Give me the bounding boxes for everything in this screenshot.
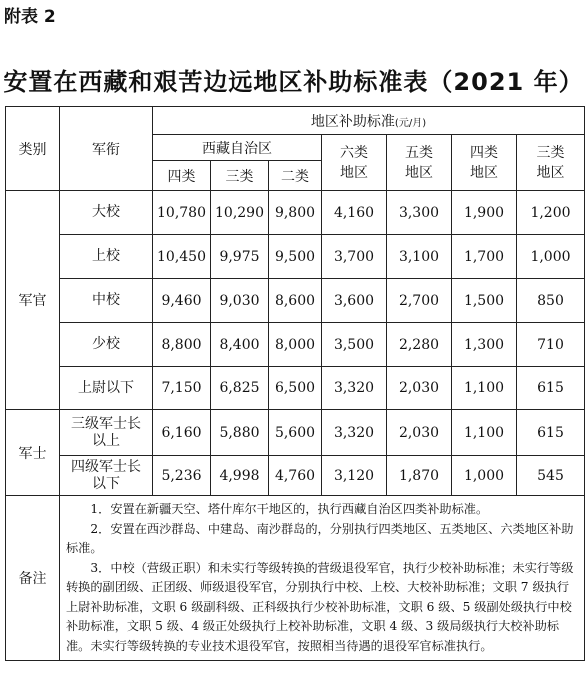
value-cell: 9,800 bbox=[269, 191, 322, 235]
value-cell: 2,030 bbox=[387, 410, 452, 456]
rank-cell: 上尉以下 bbox=[60, 367, 153, 410]
value-cell: 6,825 bbox=[211, 367, 269, 410]
header-category: 类别 bbox=[6, 107, 60, 191]
value-cell: 3,320 bbox=[322, 367, 387, 410]
value-cell: 3,700 bbox=[322, 235, 387, 279]
value-cell: 3,300 bbox=[387, 191, 452, 235]
header-tibet: 西藏自治区 bbox=[153, 135, 322, 161]
table-row bbox=[6, 191, 585, 235]
note-item: 3．中校（营级正职）和未实行等级转换的营级退役军官，执行少校补助标准；未实行等级转换的副团级、正团级、师级退役军官，分别执行中校、上校、大校补助标准；文职 7 级执行上尉补助标准，文职 6 级副科级、正科级执行少校补助标准，文职 6 级、5 级副处级执行中校补助标准，文职 5 级、4 级正处级执行上校补助标准，文职 4 级、3 级局级执行大校补助标准。未实行等级转换的专业技术退役军官，按照相当待遇的退役军官标准执行。 bbox=[66, 560, 574, 653]
value-cell: 850 bbox=[517, 279, 585, 323]
value-cell: 2,030 bbox=[387, 367, 452, 410]
header-tibet-class-3: 三类 bbox=[211, 161, 269, 191]
header-region-3: 三类 地区 bbox=[517, 135, 585, 191]
value-cell: 1,500 bbox=[452, 279, 517, 323]
value-cell: 8,000 bbox=[269, 323, 322, 367]
rank-cell: 上校 bbox=[60, 235, 153, 279]
value-cell: 9,975 bbox=[211, 235, 269, 279]
value-cell: 3,120 bbox=[322, 456, 387, 496]
value-cell: 1,100 bbox=[452, 410, 517, 456]
header-unit: (元/月) bbox=[394, 117, 427, 129]
value-cell: 8,800 bbox=[153, 323, 211, 367]
page-title: 安置在西藏和艰苦边远地区补助标准表（2021 年） bbox=[3, 68, 584, 96]
notes-label: 备注 bbox=[6, 496, 60, 661]
header-rank: 军衔 bbox=[60, 107, 153, 191]
header-region-6: 六类 地区 bbox=[322, 135, 387, 191]
value-cell: 9,460 bbox=[153, 279, 211, 323]
value-cell: 9,030 bbox=[211, 279, 269, 323]
value-cell: 10,290 bbox=[211, 191, 269, 235]
value-cell: 1,000 bbox=[452, 456, 517, 496]
rank-cell: 三级军士长 以上 bbox=[60, 410, 153, 456]
value-cell: 1,100 bbox=[452, 367, 517, 410]
value-cell: 3,100 bbox=[387, 235, 452, 279]
value-cell: 1,900 bbox=[452, 191, 517, 235]
value-cell: 2,700 bbox=[387, 279, 452, 323]
value-cell: 3,500 bbox=[322, 323, 387, 367]
value-cell: 1,000 bbox=[517, 235, 585, 279]
table-row bbox=[6, 456, 585, 496]
table-row bbox=[6, 279, 585, 323]
value-cell: 5,880 bbox=[211, 410, 269, 456]
value-cell: 7,150 bbox=[153, 367, 211, 410]
rank-cell: 中校 bbox=[60, 279, 153, 323]
subsidy-table bbox=[5, 106, 585, 661]
header-region-4: 四类 地区 bbox=[452, 135, 517, 191]
table-row bbox=[6, 410, 585, 456]
value-cell: 615 bbox=[517, 410, 585, 456]
rank-cell: 四级军士长 以下 bbox=[60, 456, 153, 496]
header-tibet-class-4: 四类 bbox=[153, 161, 211, 191]
value-cell: 8,600 bbox=[269, 279, 322, 323]
note-item: 1．安置在新疆天空、塔什库尔干地区的，执行西藏自治区四类补助标准。 bbox=[90, 502, 489, 516]
value-cell: 710 bbox=[517, 323, 585, 367]
header-standard bbox=[153, 107, 585, 135]
header-region-5: 五类 地区 bbox=[387, 135, 452, 191]
header-standard-label: 地区补助标准 bbox=[310, 113, 395, 130]
value-cell: 3,320 bbox=[322, 410, 387, 456]
value-cell: 4,160 bbox=[322, 191, 387, 235]
table-row bbox=[6, 367, 585, 410]
value-cell: 9,500 bbox=[269, 235, 322, 279]
value-cell: 5,600 bbox=[269, 410, 322, 456]
value-cell: 5,236 bbox=[153, 456, 211, 496]
value-cell: 615 bbox=[517, 367, 585, 410]
rank-cell: 少校 bbox=[60, 323, 153, 367]
table-row bbox=[6, 235, 585, 279]
notes-content bbox=[60, 496, 585, 661]
notes-row bbox=[6, 496, 585, 661]
value-cell: 10,450 bbox=[153, 235, 211, 279]
value-cell: 6,500 bbox=[269, 367, 322, 410]
rank-cell: 大校 bbox=[60, 191, 153, 235]
value-cell: 1,200 bbox=[517, 191, 585, 235]
value-cell: 545 bbox=[517, 456, 585, 496]
value-cell: 6,160 bbox=[153, 410, 211, 456]
header-tibet-class-2: 二类 bbox=[269, 161, 322, 191]
value-cell: 1,300 bbox=[452, 323, 517, 367]
value-cell: 1,870 bbox=[387, 456, 452, 496]
category-cell: 军官 bbox=[6, 191, 60, 410]
value-cell: 4,760 bbox=[269, 456, 322, 496]
value-cell: 3,600 bbox=[322, 279, 387, 323]
value-cell: 10,780 bbox=[153, 191, 211, 235]
value-cell: 2,280 bbox=[387, 323, 452, 367]
value-cell: 4,998 bbox=[211, 456, 269, 496]
note-item: 2．安置在西沙群岛、中建岛、南沙群岛的，分别执行四类地区、五类地区、六类地区补助标准。 bbox=[66, 521, 574, 555]
value-cell: 8,400 bbox=[211, 323, 269, 367]
category-cell: 军士 bbox=[6, 410, 60, 496]
table-row bbox=[6, 323, 585, 367]
attachment-label: 附表 2 bbox=[4, 7, 56, 27]
value-cell: 1,700 bbox=[452, 235, 517, 279]
